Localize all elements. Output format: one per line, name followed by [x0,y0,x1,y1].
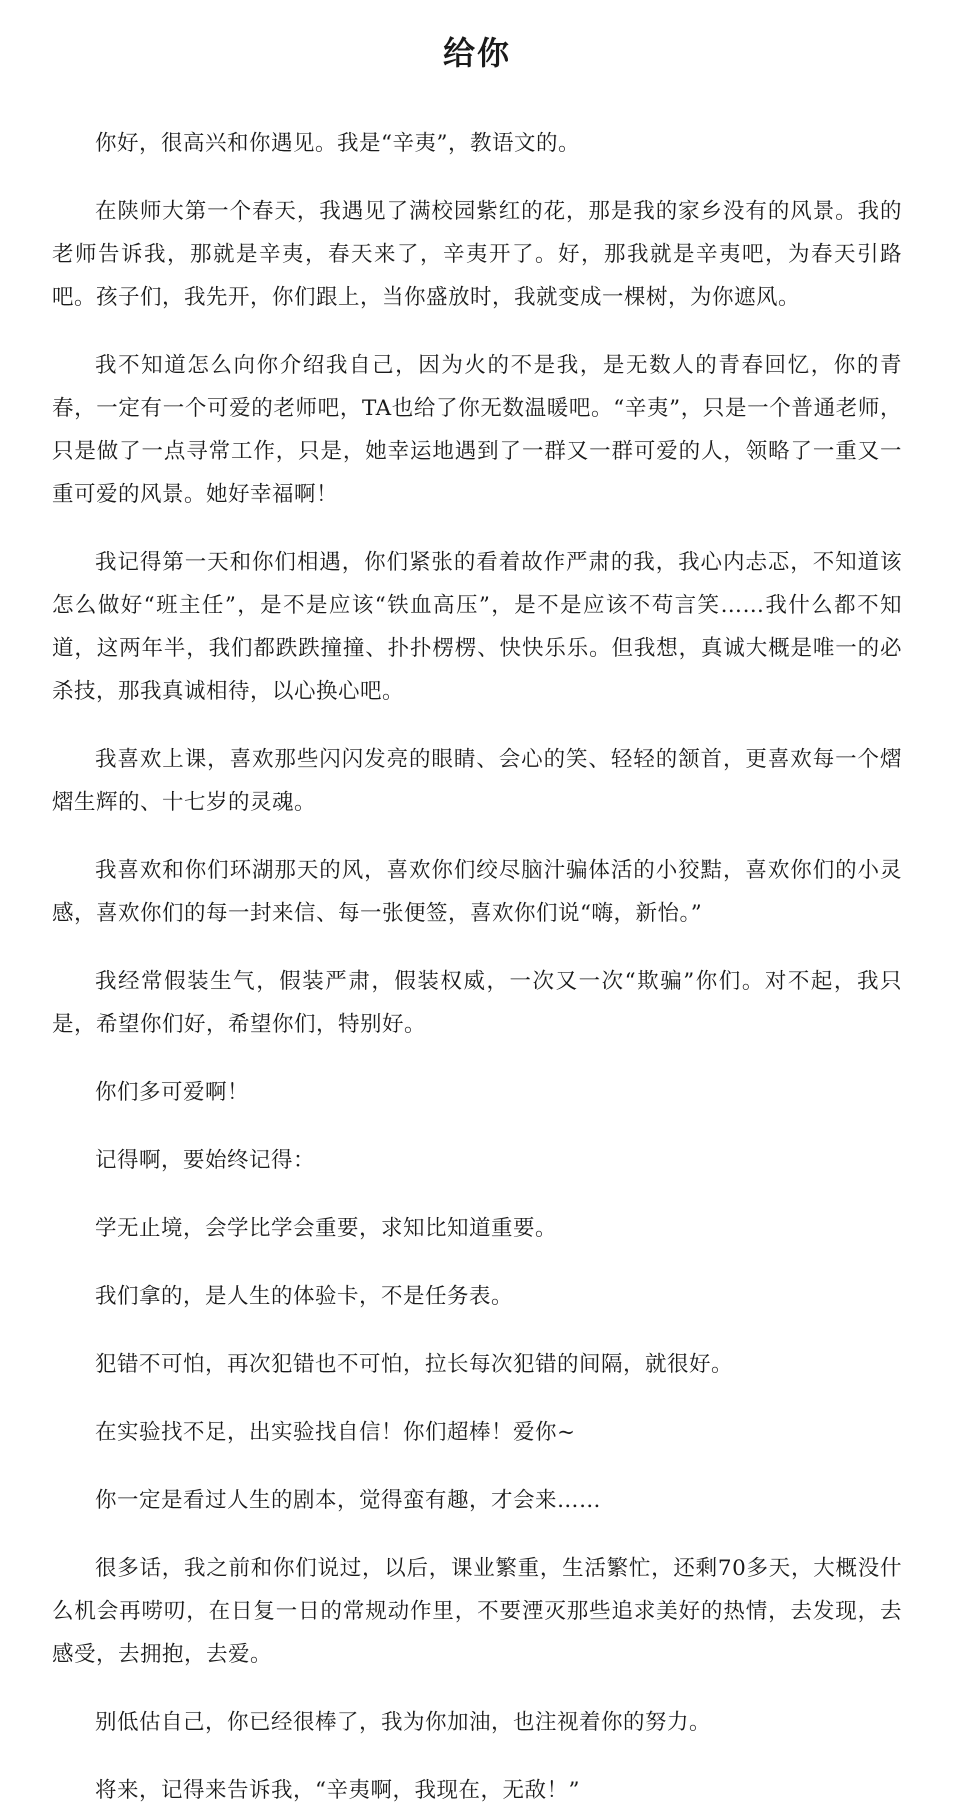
paragraph: 我记得第一天和你们相遇，你们紧张的看着故作严肃的我，我心内忐忑，不知道该怎么做好“班主任”，是不是应该“铁血高压”，是不是应该不苟言笑……我什么都不知道，这两年半，我们都跌跌撞撞、扑扑楞楞、快快乐乐。但我想，真诚大概是唯一的必杀技，那我真诚相待，以心换心吧。 [52,550,902,704]
paragraph: 记得啊，要始终记得： [95,1148,316,1173]
paragraph: 我喜欢和你们环湖那天的风，喜欢你们绞尽脑汁骗体活的小狡黠，喜欢你们的小灵感，喜欢你们的每一封来信、每一张便签，喜欢你们说“嗨，新怡。” [52,858,902,926]
paragraph: 在陕师大第一个春天，我遇见了满校园紫红的花，那是我的家乡没有的风景。我的老师告诉我，那就是辛夷，春天来了，辛夷开了。好，那我就是辛夷吧，为春天引路吧。孩子们，我先开，你们跟上，当你盛放时，我就变成一棵树，为你遮风。 [52,199,902,310]
paragraph: 我们拿的，是人生的体验卡，不是任务表。 [95,1284,514,1309]
paragraph: 在实验找不足，出实验找自信！你们超棒！爱你~ [95,1420,576,1445]
paragraph: 别低估自己，你已经很棒了，我为你加油，也注视着你的努力。 [95,1710,712,1735]
paragraph: 将来，记得来告诉我，“辛夷啊，我现在，无敌！” [95,1778,580,1803]
paragraph: 你一定是看过人生的剧本，觉得蛮有趣，才会来…… [95,1488,602,1513]
paragraph: 学无止境，会学比学会重要，求知比知道重要。 [95,1216,558,1241]
paragraph: 我喜欢上课，喜欢那些闪闪发亮的眼睛、会心的笑、轻轻的颔首，更喜欢每一个熠熠生辉的、十七岁的灵魂。 [52,747,902,815]
paragraph: 很多话，我之前和你们说过，以后，课业繁重，生活繁忙，还剩70多天，大概没什么机会再唠叨，在日复一日的常规动作里，不要湮灭那些追求美好的热情，去发现，去感受，去拥抱，去爱。 [52,1556,902,1667]
paragraph: 你们多可爱啊！ [95,1080,250,1105]
letter-body [52,122,902,1812]
paragraph: 我不知道怎么向你介绍我自己，因为火的不是我，是无数人的青春回忆，你的青春，一定有一个可爱的老师吧，TA也给了你无数温暖吧。“辛夷”，只是一个普通老师，只是做了一点寻常工作，只是，她幸运地遇到了一群又一群可爱的人，领略了一重又一重可爱的风景。她好幸福啊！ [52,353,902,507]
paragraph: 犯错不可怕，再次犯错也不可怕，拉长每次犯错的间隔，就很好。 [95,1352,734,1377]
paragraph: 你好，很高兴和你遇见。我是“辛夷”，教语文的。 [95,131,580,156]
paragraph: 我经常假装生气，假装严肃，假装权威，一次又一次“欺骗”你们。对不起，我只是，希望你们好，希望你们，特别好。 [52,969,902,1037]
letter-title: 给你 [442,34,511,72]
